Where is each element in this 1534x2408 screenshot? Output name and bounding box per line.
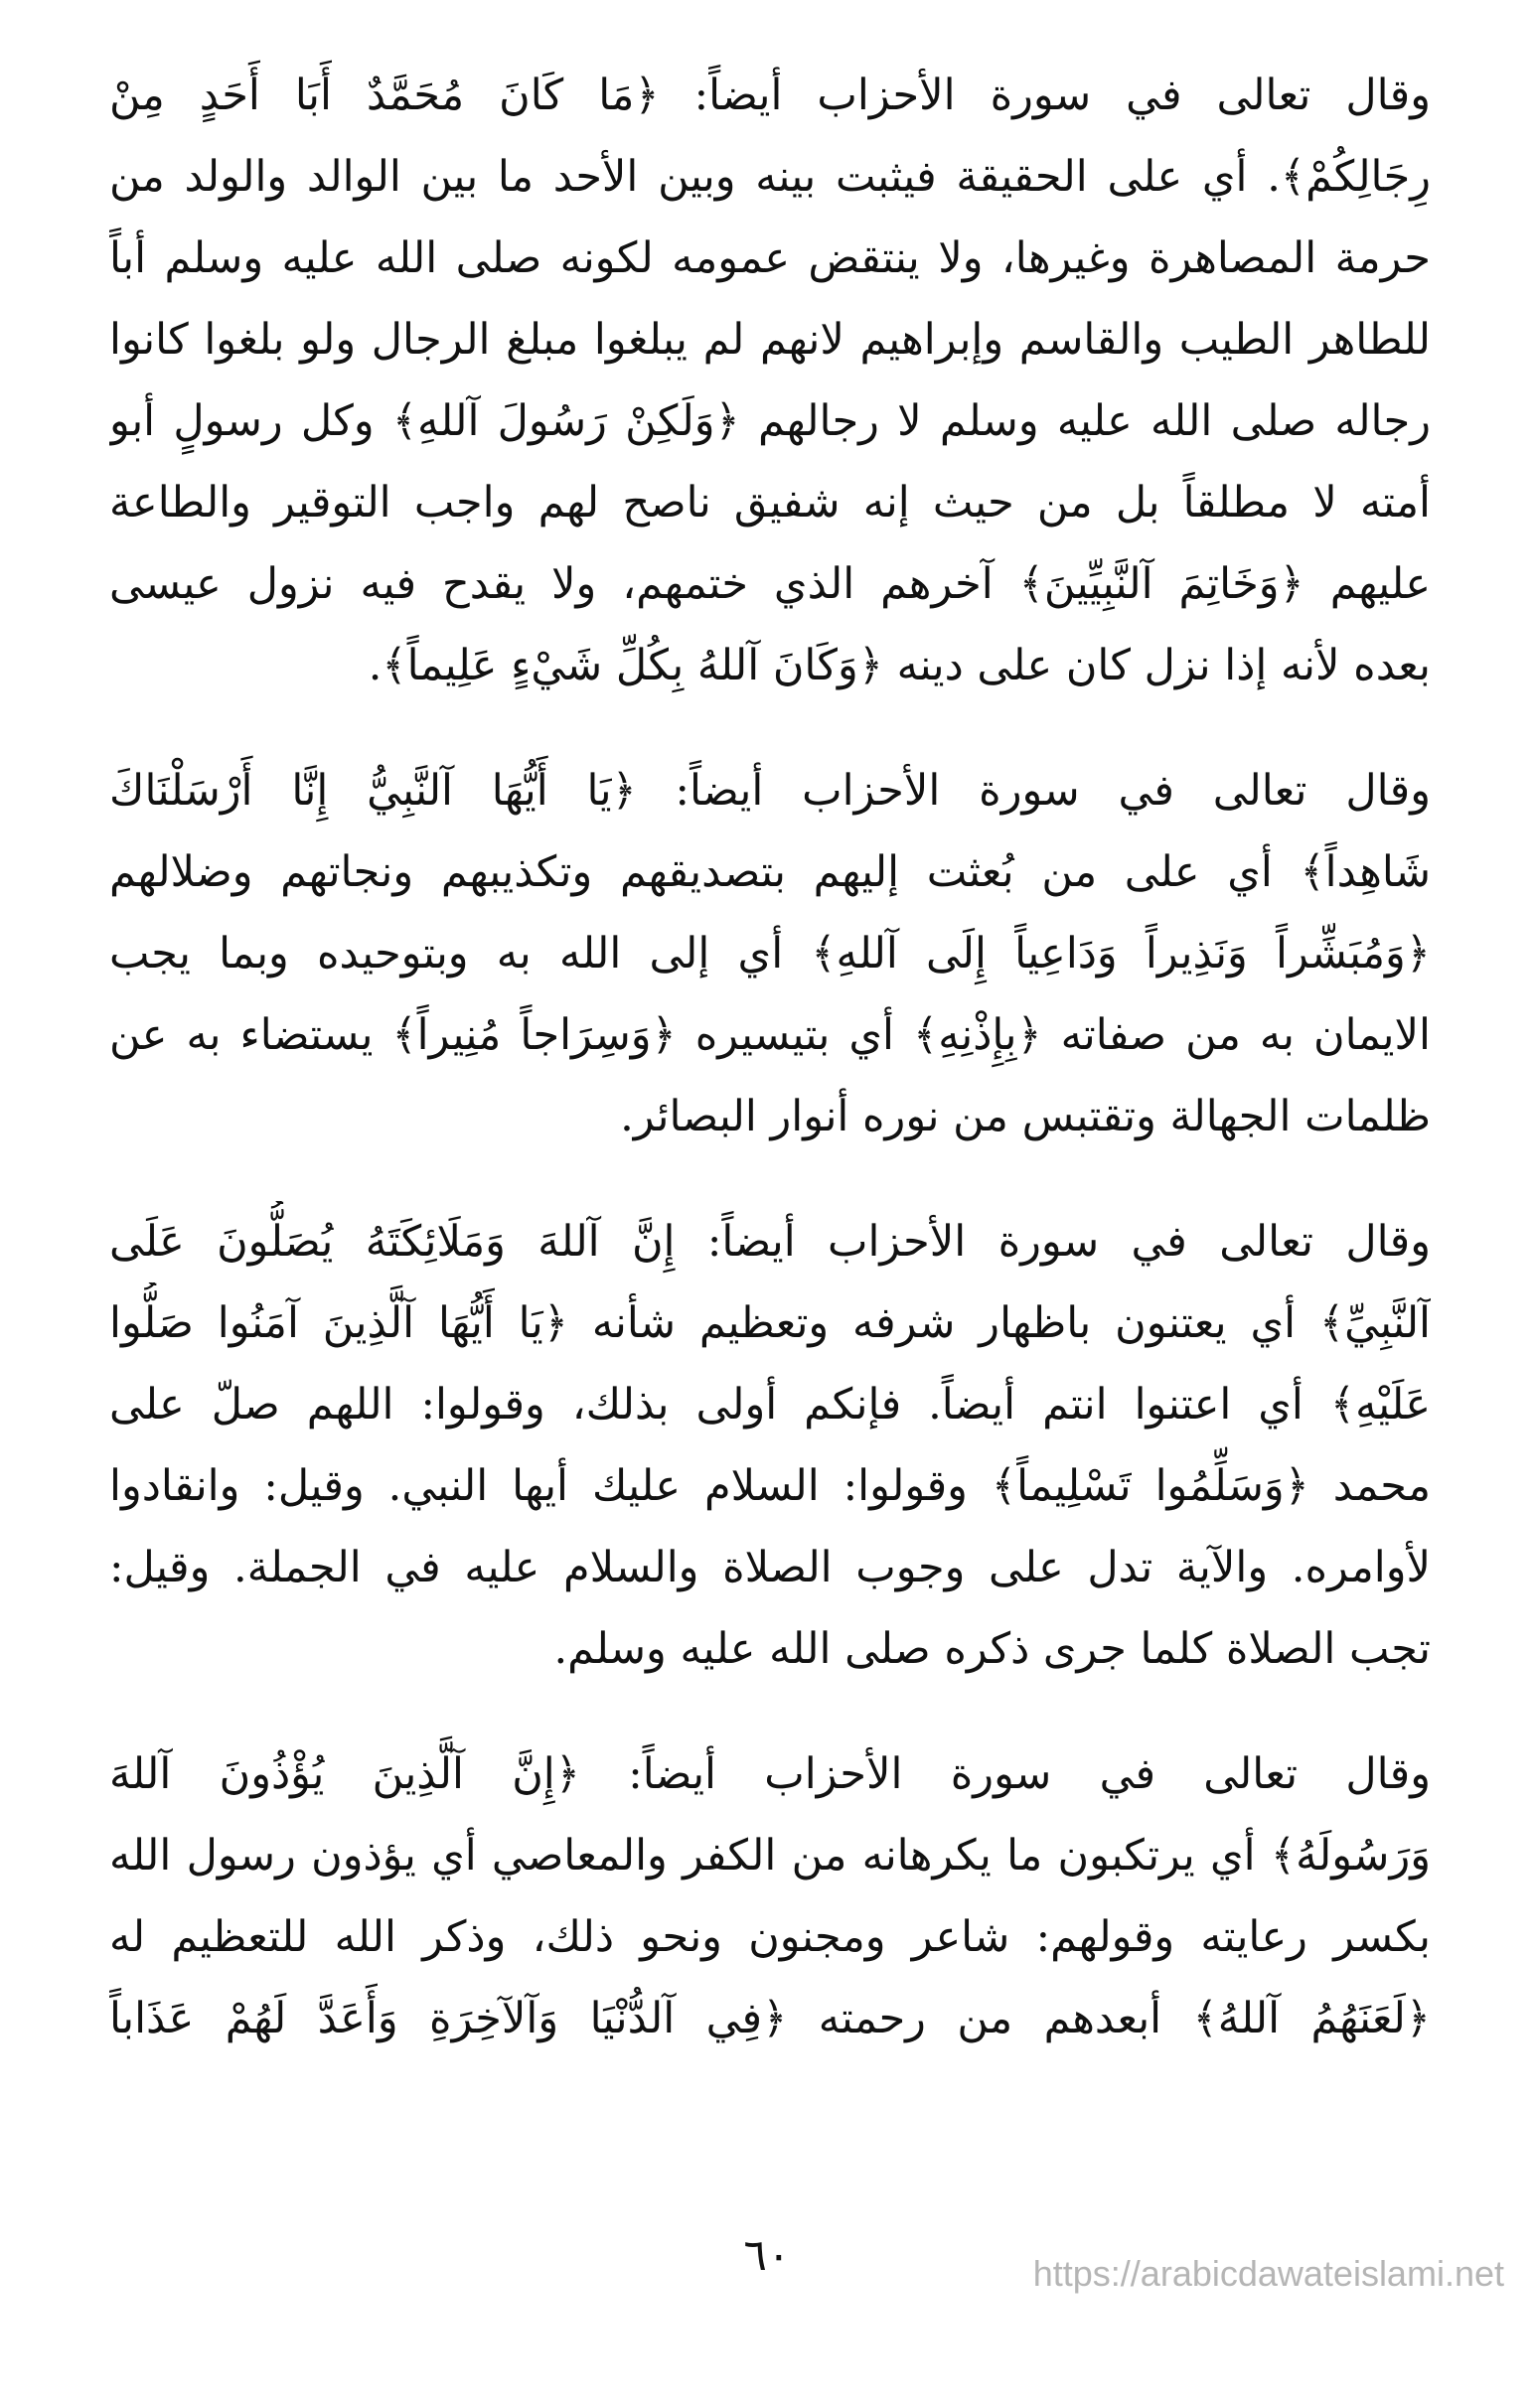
paragraph-1 <box>109 55 1431 706</box>
text-line: تجب الصلاة كلما جرى ذكره صلى الله عليه وسلم. <box>553 1624 1431 1674</box>
text-line: بعده لأنه إذا نزل كان على دينه ﴿وَكَانَ آللهُ بِكُلِّ شَيْءٍ عَلِيماً﴾. <box>368 641 1431 690</box>
text-line: وقال تعالى في سورة الأحزاب أيضاً: ﴿يَا أَيُّهَا آلنَّبِيُّ إِنَّا أَرْسَلْنَاكَ <box>109 766 1431 816</box>
text-line: الايمان به من صفاته ﴿بِإِذْنِهِ﴾ أي بتيسيره ﴿وَسِرَاجاً مُنِيراً﴾ يستضاء به عن <box>109 1010 1431 1060</box>
paragraph-3 <box>109 1201 1431 1690</box>
text-line: للطاهر الطيب والقاسم وإبراهيم لانهم لم يبلغوا مبلغ الرجال ولو بلغوا كانوا <box>109 315 1431 365</box>
text-line: حرمة المصاهرة وغيرها، ولا ينتقض عمومه لكونه صلى الله عليه وسلم أباً <box>109 233 1431 283</box>
text-line: آلنَّبِيِّ﴾ أي يعتنون باظهار شرفه وتعظيم شأنه ﴿يَا أَيُّهَا آلَّذِينَ آمَنُوا صَلُّوا <box>109 1298 1431 1348</box>
text-line: محمد ﴿وَسَلِّمُوا تَسْلِيماً﴾ وقولوا: السلام عليك أيها النبي. وقيل: وانقادوا <box>109 1461 1431 1511</box>
paragraph-2 <box>109 750 1431 1157</box>
text-line: عَلَيْهِ﴾ أي اعتنوا انتم أيضاً. فإنكم أولى بذلك، وقولوا: اللهم صلّ على <box>109 1380 1431 1430</box>
text-line: ظلمات الجهالة وتقتبس من نوره أنوار البصائر. <box>620 1092 1431 1141</box>
book-page <box>109 55 1431 2300</box>
text-line: وقال تعالى في سورة الأحزاب أيضاً: ﴿مَا كَانَ مُحَمَّدٌ أَبَا أَحَدٍ مِنْ <box>109 71 1431 120</box>
text-line: عليهم ﴿وَخَاتِمَ آلنَّبِيِّينَ﴾ آخرهم الذي ختمهم، ولا يقدح فيه نزول عيسى <box>109 559 1431 609</box>
text-line: لأوامره. والآية تدل على وجوب الصلاة والسلام عليه في الجملة. وقيل: <box>109 1543 1431 1592</box>
page-number: ٦٠ <box>743 2230 791 2281</box>
text-line: رجاله صلى الله عليه وسلم لا رجالهم ﴿وَلَكِنْ رَسُولَ آللهِ﴾ وكل رسولٍ أبو <box>109 396 1431 446</box>
text-line: بكسر رعايته وقولهم: شاعر ومجنون ونحو ذلك، وذكر الله للتعظيم له <box>109 1912 1431 1962</box>
text-line: ﴿وَمُبَشِّراً وَنَذِيراً وَدَاعِياً إِلَى آللهِ﴾ أي إلى الله به وبتوحيده وبما يجب <box>109 929 1431 978</box>
text-line: أمته لا مطلقاً بل من حيث إنه شفيق ناصح لهم واجب التوقير والطاعة <box>109 478 1431 527</box>
text-line: وقال تعالى في سورة الأحزاب أيضاً: إِنَّ آللهَ وَمَلَائِكَتَهُ يُصَلُّونَ عَلَى <box>109 1217 1431 1267</box>
text-line: ﴿لَعَنَهُمُ آللهُ﴾ أبعدهم من رحمته ﴿فِي آلدُّنْيَا وَآلآخِرَةِ وَأَعَدَّ لَهُمْ عَذَاباً <box>109 1994 1431 2043</box>
text-line: رِجَالِكُمْ﴾. أي على الحقيقة فيثبت بينه وبين الأحد ما بين الوالد والولد من <box>109 152 1431 202</box>
text-line: شَاهِداً﴾ أي على من بُعثت إليهم بتصديقهم وتكذيبهم ونجاتهم وضلالهم <box>109 847 1431 897</box>
text-line: وقال تعالى في سورة الأحزاب أيضاً: ﴿إِنَّ آلَّذِينَ يُؤْذُونَ آللهَ <box>109 1749 1431 1799</box>
watermark-url: https://arabicdawateislami.net <box>1032 2253 1504 2294</box>
paragraph-4 <box>109 1733 1431 2059</box>
text-line: وَرَسُولَهُ﴾ أي يرتكبون ما يكرهانه من الكفر والمعاصي أي يؤذون رسول الله <box>109 1831 1431 1881</box>
